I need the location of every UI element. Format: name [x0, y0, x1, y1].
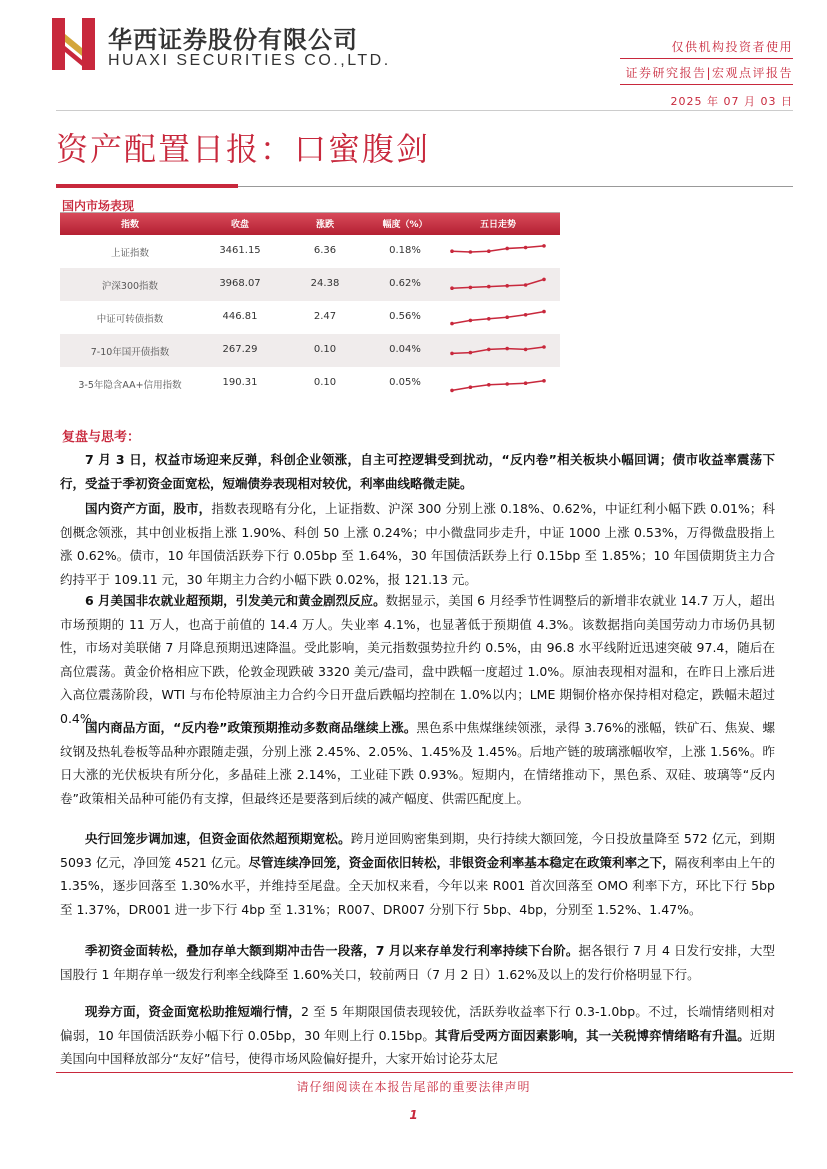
paragraph-lead: 国内资产方面，股市， — [85, 501, 212, 516]
index-name-cell: 中证可转债指数 — [96, 314, 164, 325]
trend-sparkline — [448, 241, 548, 263]
trend-point — [450, 389, 454, 393]
trend-point — [524, 313, 528, 317]
change-cell: 0.10 — [313, 344, 337, 355]
trend-point — [505, 382, 509, 386]
trend-point — [524, 348, 528, 352]
col-header-index: 指数 — [120, 220, 139, 230]
paragraph — [60, 827, 775, 921]
paragraph-body: 指数表现略有分化，上证指数、沪深 300 分别上涨 0.18%、0.62%，中证红利小幅下跌 0.01%；科创概念领涨，其中创业板指上涨 1.90%、科创 50 上涨 0.24%；中小微盘同步走升，中证 1000 上涨 0.53%，万得微盘股指上涨 0.62%。债市，10 年国债活跃券下行 0.05bp 至 1.64%，30 年国债活跃券上行 0.15bp 至 1.85%；10 年国债期货主力合约持平于 109.11 元，30 年期主力合约小幅下跌 0.02%，报 121.13 元。 — [60, 501, 775, 587]
paragraph — [60, 716, 775, 810]
trend-line — [452, 381, 544, 391]
trend-sparkline — [448, 307, 548, 329]
paragraph-lead: 国内商品方面，“反内卷”政策预期推动多数商品继续上涨。 — [85, 720, 417, 735]
page-number: 1 — [409, 1108, 418, 1122]
paragraph-lead-2: 尽管连续净回笼，资金面依旧转松，非银资金利率基本稳定在政策利率之下， — [248, 854, 675, 870]
company-name-cn: 华西证券股份有限公司 — [108, 25, 358, 54]
paragraph — [60, 448, 775, 495]
footer-divider — [56, 1072, 793, 1073]
report-type: 证券研究报告|宏观点评报告 — [625, 66, 793, 80]
trend-point — [450, 286, 454, 290]
trend-point — [450, 322, 454, 326]
table-row — [60, 268, 560, 301]
close-cell: 190.31 — [222, 377, 258, 388]
close-cell: 3968.07 — [219, 278, 261, 289]
trend-line — [452, 246, 544, 252]
trend-point — [469, 351, 473, 355]
table-header — [60, 213, 560, 235]
paragraph-lead: 季初资金面转松，叠加存单大额到期冲击告一段落，7 月以来存单发行利率持续下台阶。 — [85, 943, 579, 958]
paragraph-lead-2: 其背后受两方面因素影响，其一关税博弈情绪略有升温。 — [435, 1027, 750, 1043]
table-row — [60, 301, 560, 334]
col-header-change: 涨跌 — [315, 220, 334, 230]
trend-point — [542, 310, 546, 314]
paragraph-body: 跨月逆回购密集到期，央行持续大额回笼，今日投放量降至 572 亿元，到期 5093 亿元，净回笼 4521 亿元。 — [60, 831, 775, 870]
trend-line — [452, 347, 544, 353]
index-name-cell: 3-5年隐含AA+信用指数 — [78, 380, 182, 391]
review-section-title: 复盘与思考： — [62, 430, 141, 445]
market-table — [60, 212, 560, 400]
section-accent-bar — [56, 184, 238, 188]
section-divider — [238, 186, 793, 187]
paragraph — [60, 497, 775, 591]
close-cell: 446.81 — [222, 311, 258, 322]
trend-point — [469, 286, 473, 290]
pct-cell: 0.62% — [389, 278, 421, 289]
trend-point — [450, 249, 454, 253]
table-row — [60, 334, 560, 367]
trend-point — [542, 278, 546, 282]
pct-cell: 0.18% — [389, 245, 421, 256]
paragraph-lead: 6 月美国非农就业超预期，引发美元和黄金剧烈反应。 — [85, 593, 386, 608]
trend-line — [452, 312, 544, 324]
trend-point — [487, 249, 491, 253]
paragraph-body: 黑色系中焦煤继续领涨，录得 3.76%的涨幅，铁矿石、焦炭、螺纹钢及热轧卷板等品种亦跟随走强，分别上涨 2.45%、2.05%、1.45%及 1.45%。后地产链的玻璃涨幅收窄，上涨 1.56%。昨日大涨的光伏板块有所分化，多晶硅上涨 2.14%，工业硅下跌 0.93%。短期内，在情绪推动下，黑色系、双硅、玻璃等“反内卷”政策相关品种可能仍有支撑，但最终还是要落到后续的减产幅度、供需匹配度上。 — [60, 720, 776, 806]
header-divider — [620, 58, 793, 59]
market-table-title: 国内市场表现 — [62, 199, 135, 213]
col-header-trend: 五日走势 — [479, 220, 516, 230]
col-header-close: 收盘 — [230, 220, 249, 230]
trend-sparkline — [448, 340, 548, 362]
trend-point — [450, 352, 454, 356]
table-row — [60, 367, 560, 400]
trend-point — [469, 250, 473, 254]
table-row — [60, 235, 560, 268]
pct-cell: 0.05% — [389, 377, 421, 388]
title-divider — [56, 110, 793, 111]
paragraph-lead: 现券方面，资金面宽松助推短端行情， — [85, 1004, 302, 1019]
index-name-cell: 沪深300指数 — [101, 281, 159, 292]
paragraph-body-2: 近期美国向中国释放部分“友好”信号，使得市场风险偏好提升，大家开始讨论芬太尼 — [60, 1027, 775, 1066]
paragraph — [60, 589, 775, 730]
trend-point — [469, 385, 473, 389]
paragraph-body-2: 隔夜利率由上午的 1.35%，逐步回落至 1.30%水平，并维持至尾盘。全天加权来看，今年以来 R001 首次回落至 OMO 利率下方，环比下行 5bp 至 1.37%，DR001 进一步下行 4bp 至 1.31%；R007、DR007 分别下行 5bp、4bp，分别至 1.52%、1.47%。 — [60, 854, 775, 917]
trend-point — [505, 347, 509, 351]
header-divider — [620, 84, 793, 85]
paragraph-body: 数据显示，美国 6 月经季节性调整后的新增非农就业 14.7 万人，超出市场预期的 11 万人，也高于前值的 14.4 万人。失业率 4.1%，也显著低于预期值 4.3%。该数据指向美国劳动力市场仍具韧性，市场对美联储 7 月降息预期迅速降温。受此影响，美元指数强势拉升约 0.5%，由 96.8 水平线附近迅速突破 97.4，随后在高位震荡。黄金价格相应下跌，伦敦金现跌破 3320 美元/盎司，盘中跌幅一度超过 1.0%。原油表现相对温和，在昨日上涨后进入高位震荡阶段，WTI 与布伦特原油主力合约今日开盘后跌幅均控制在 1.0%以内；LME 期铜价格亦保持相对稳定，跌幅未超过 0.4%。 — [60, 593, 775, 726]
paragraph — [60, 939, 775, 986]
change-cell: 0.10 — [313, 377, 337, 388]
change-cell: 6.36 — [313, 245, 337, 256]
trend-sparkline — [448, 373, 548, 395]
page-title: 资产配置日报：口蜜腹剑 — [56, 130, 431, 168]
paragraph-lead: 央行回笼步调加速，但资金面依然超预期宽松。 — [85, 831, 351, 846]
paragraph-body: 2 至 5 年期限国债表现较优，活跃券收益率下行 0.3-1.0bp。不过，长端情绪则相对偏弱，10 年国债活跃券小幅下行 0.05bp，30 年则上行 0.15bp。 — [60, 1004, 775, 1043]
trend-point — [542, 244, 546, 248]
index-name-cell: 上证指数 — [110, 248, 149, 259]
index-name-cell: 7-10年国开债指数 — [90, 347, 170, 358]
change-cell: 24.38 — [310, 278, 340, 289]
trend-point — [487, 317, 491, 321]
trend-point — [505, 247, 509, 251]
paragraph-lead: 7 月 3 日，权益市场迎来反弹，科创企业领涨，自主可控逻辑受到扰动，“反内卷”相关板块小幅回调；债市收益率震荡下行，受益于季初资金面宽松，短端债券表现相对较优，利率曲线略微走陡。 — [60, 452, 775, 491]
trend-line — [452, 279, 544, 288]
trend-point — [524, 283, 528, 287]
paragraph-body: 据各银行 7 月 4 日发行安排，大型国股行 1 年期存单一级发行利率全线降至 1.60%关口，较前两日（7 月 2 日）1.62%及以上的发行价格明显下行。 — [60, 943, 775, 982]
paragraph — [60, 1000, 775, 1071]
trend-point — [487, 383, 491, 387]
trend-point — [542, 379, 546, 383]
trend-point — [524, 246, 528, 250]
change-cell: 2.47 — [313, 311, 337, 322]
legal-disclaimer: 请仔细阅读在本报告尾部的重要法律声明 — [296, 1080, 531, 1094]
company-name-en: HUAXI SECURITIES CO.,LTD. — [108, 52, 391, 69]
close-cell: 267.29 — [222, 344, 258, 355]
trend-point — [505, 284, 509, 288]
trend-sparkline — [448, 274, 548, 296]
trend-point — [469, 319, 473, 323]
trend-point — [505, 315, 509, 319]
close-cell: 3461.15 — [219, 245, 261, 256]
trend-point — [487, 348, 491, 352]
pct-cell: 0.56% — [389, 311, 421, 322]
trend-point — [524, 381, 528, 385]
col-header-pct: 幅度（%） — [382, 220, 428, 230]
huaxi-logo — [52, 18, 97, 70]
trend-point — [542, 345, 546, 349]
trend-point — [487, 285, 491, 289]
pct-cell: 0.04% — [389, 344, 421, 355]
report-date: 2025 年 07 月 03 日 — [670, 95, 793, 108]
audience-notice: 仅供机构投资者使用 — [671, 40, 793, 54]
